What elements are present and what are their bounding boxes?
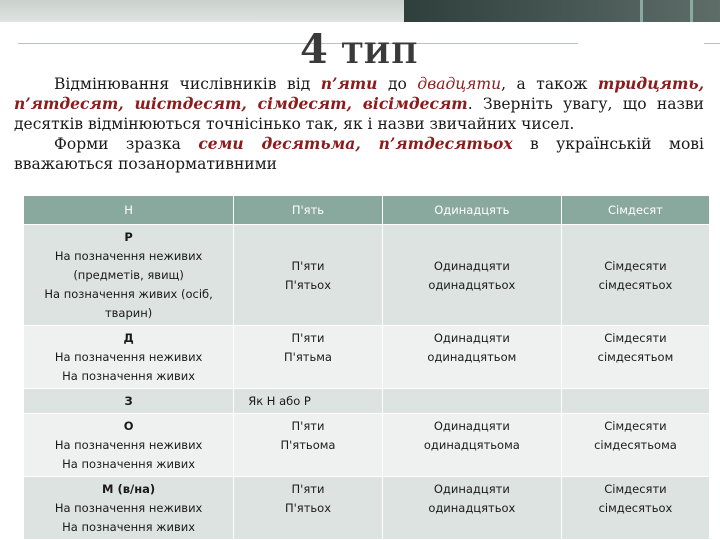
form-value: П'ятьох [284, 277, 332, 292]
intro-paragraph-2 [14, 134, 704, 174]
intro-run: двадцяти [417, 75, 502, 93]
case-cell [24, 326, 234, 389]
form-value: П'ятьох [284, 501, 332, 515]
form-value: Одинадцяти [433, 419, 510, 433]
form-value: сімдесятьома [594, 438, 677, 452]
form-value: сімдесятьох [598, 277, 673, 292]
case-cell [24, 414, 234, 477]
case-note: На позначення неживих [54, 501, 203, 515]
intro-text [14, 74, 704, 174]
case-label: З [124, 394, 133, 408]
form-value: П'ятьма [284, 350, 332, 364]
intro-run: в українській мові вважаються позанормативними [14, 135, 704, 173]
case-label: Р [124, 230, 133, 244]
table-row [24, 326, 710, 389]
case-note: На позначення неживих [54, 350, 203, 364]
form-value: Сімдесяти [604, 419, 667, 433]
form-value: Сімдесяти [604, 258, 667, 273]
form-cell [234, 225, 383, 326]
corner-stripe [640, 0, 643, 22]
intro-run: Форми зразка [54, 135, 199, 153]
table-body [24, 225, 710, 540]
table-row [24, 389, 710, 414]
form-cell [234, 414, 383, 477]
case-note: На позначення живих (осіб, тварин) [44, 287, 213, 320]
form-value: сімдесятьох [598, 501, 673, 515]
form-value: Одинадцяти [433, 331, 510, 345]
form-value: одинадцятьох [428, 501, 516, 515]
intro-paragraph-1 [14, 74, 704, 134]
form-cell [561, 326, 709, 389]
form-value: Сімдесяти [604, 482, 667, 496]
form-cell [382, 326, 561, 389]
header-case: Н [24, 196, 234, 225]
form-cell [382, 225, 561, 326]
title-rule [18, 43, 578, 44]
form-value: Одинадцяти [433, 482, 510, 496]
form-cell [382, 389, 561, 414]
table-row [24, 477, 710, 540]
intro-run: тридцять, п’ятдесят, шістдесят, сімдесят, вісімдесят [14, 74, 705, 113]
slide-title [300, 26, 420, 78]
intro-run: до [377, 75, 418, 93]
case-cell [24, 477, 234, 540]
title-rule-right [704, 43, 720, 44]
corner-decoration [404, 0, 720, 22]
case-note: На позначення живих [62, 520, 196, 534]
intro-run: , а також [501, 75, 598, 93]
form-value: П'яти [291, 482, 325, 496]
header-pyat: П'ять [234, 196, 383, 225]
case-cell [24, 389, 234, 414]
title-number: 4 [300, 26, 328, 73]
form-cell [234, 389, 383, 414]
intro-run: Відмінювання числівників від [54, 75, 321, 93]
table-row [24, 414, 710, 477]
form-cell [382, 477, 561, 540]
form-value: П'яти [291, 419, 325, 433]
form-value: одинадцятьома [423, 438, 520, 452]
case-note: На позначення неживих (предметів, явищ) [54, 249, 203, 282]
form-cell [561, 477, 709, 540]
form-value: П'ятьома [280, 438, 336, 452]
intro-run: п’яти [320, 74, 378, 93]
case-note: На позначення живих [62, 369, 196, 383]
form-cell [382, 414, 561, 477]
form-cell [561, 225, 709, 326]
form-cell [234, 326, 383, 389]
form-value: сімдесятьом [597, 350, 674, 364]
form-value: одинадцятьом [427, 350, 517, 364]
form-value: Сімдесяти [604, 331, 667, 345]
intro-run: семи десятьма, п’ятдесятьох [198, 134, 513, 153]
header-odynadtsyat: Одинадцять [382, 196, 561, 225]
case-note: На позначення неживих [54, 438, 203, 452]
corner-stripe [690, 0, 693, 22]
case-note: На позначення живих [62, 457, 196, 471]
declension-table [24, 196, 710, 539]
form-cell [234, 477, 383, 540]
declension-table-wrap [24, 196, 710, 534]
form-value: Як Н або Р [248, 394, 311, 408]
form-value: П'яти [291, 331, 325, 345]
table-row [24, 225, 710, 326]
header-simdesyat: Сімдесят [561, 196, 709, 225]
form-value: одинадцятьох [428, 277, 516, 292]
intro-run: . Зверніть увагу, що назви десятків відмінюються точнісінько так, як і назви звичайних чисел. [14, 95, 704, 133]
form-cell [561, 414, 709, 477]
title-word: ТИП [341, 37, 419, 70]
case-cell [24, 225, 234, 326]
case-label: О [123, 419, 134, 433]
form-cell [561, 389, 709, 414]
table-header-row [24, 196, 710, 225]
form-value: П'яти [291, 258, 325, 273]
case-label: М (в/на) [102, 482, 156, 496]
case-label: Д [123, 331, 134, 345]
form-value: Одинадцяти [433, 258, 510, 273]
